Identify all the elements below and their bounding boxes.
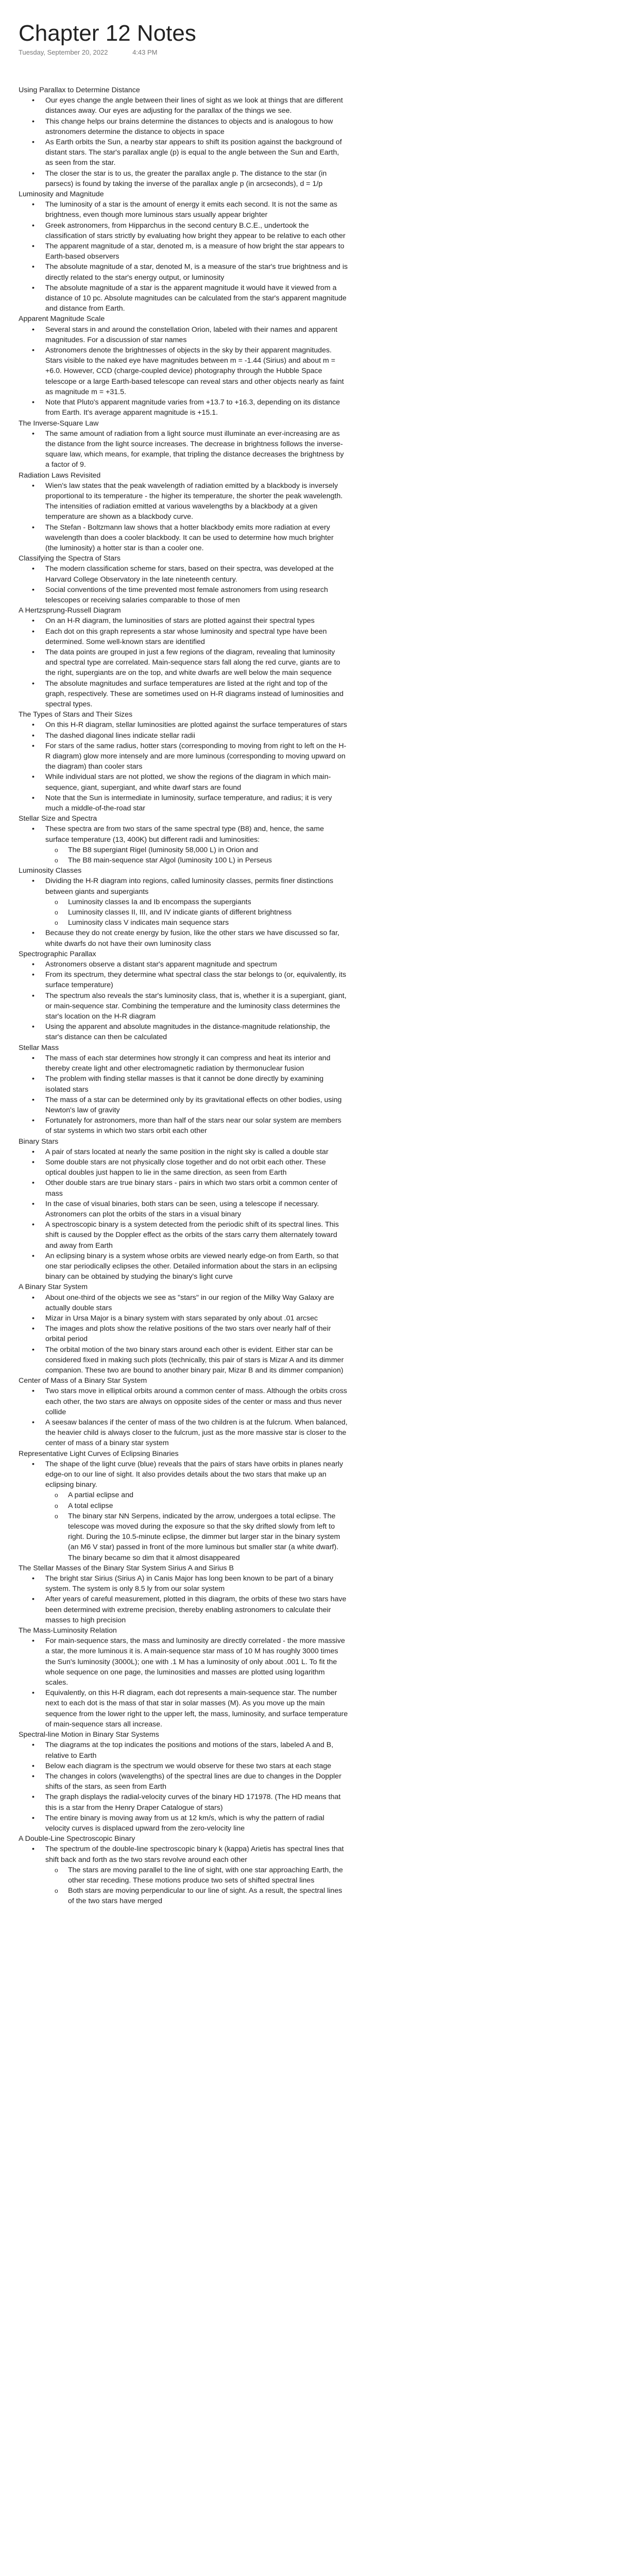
section-heading: Using Parallax to Determine Distance (19, 86, 140, 94)
date-text: Tuesday, September 20, 2022 (19, 48, 108, 56)
bullet-item (45, 1792, 348, 1812)
bullet-list (45, 429, 348, 470)
section-heading: The Inverse-Square Law (19, 419, 99, 428)
bullet-text: In the case of visual binaries, both stars can be seen, using a telescope if necessary. Astronomers can plot the orbits of the stars in a visual binary (45, 1199, 319, 1218)
notes-column (19, 21, 348, 1907)
bullet-item (45, 1022, 348, 1042)
bullet-text: The orbital motion of the two binary stars around each other is evident. Either star can be considered fixed in making such plots (technically, this pair of stars is Mizar A and its dimmer companion. These two are bound to another binary pair, Mizar B and its dimmer companion) (45, 1345, 344, 1375)
bullet-text: Two stars move in elliptical orbits around a common center of mass. Although the orbits cross each other, the two stars are always on opposite sides of the center or mass and thus never collide (45, 1387, 347, 1416)
bullet-item (45, 1095, 348, 1115)
bullet-text: The apparent magnitude of a star, denoted m, is a measure of how bright the star appears to Earth-based observers (45, 242, 345, 261)
bullet-item (45, 1573, 348, 1594)
bullet-text: The closer the star is to us, the greater the parallax angle p. The distance to the star (in parsecs) is found by taking the inverse of the parallax angle p (in arcseconds), d = 1/p (45, 169, 327, 188)
bullet-text: Below each diagram is the spectrum we would observe for these two stars at each stage (45, 1761, 332, 1770)
bullet-item (45, 1313, 348, 1324)
bullet-text: Note that Pluto's apparent magnitude varies from +13.7 to +16.3, depending on its distance from Earth. It's average apparent magnitude is +15.1. (45, 398, 340, 417)
section-heading: Representative Light Curves of Eclipsing Binaries (19, 1449, 179, 1458)
sub-bullet-item: o Luminosity class V indicates main sequence stars (68, 918, 348, 928)
bullet-item (45, 876, 348, 928)
bullet-item (45, 616, 348, 626)
bullet-text: On this H-R diagram, stellar luminosities are plotted against the surface temperatures of stars (45, 721, 347, 730)
bullet-text: The mass of each star determines how strongly it can compress and heat its interior and thereby create light and other electromagnetic radiation by thermonuclear fusion (45, 1054, 331, 1073)
bullet-item (45, 1459, 348, 1563)
bullet-item (45, 970, 348, 990)
bullet-text: The images and plots show the relative positions of the two stars over nearly half of their orbital period (45, 1325, 331, 1344)
bullet-text: Greek astronomers, from Hipparchus in the second century B.C.E., undertook the classification of stars strictly by evaluating how bright they appear to be relative to each other (45, 221, 346, 240)
bullet-text: Other double stars are true binary stars - pairs in which two stars orbit a common center of mass (45, 1179, 337, 1198)
bullet-text: Note that the Sun is intermediate in luminosity, surface temperature, and radius; it is very much a middle-of-the-road star (45, 793, 332, 813)
bullet-text: Several stars in and around the constellation Orion, labeled with their names and apparent magnitudes. For a discussion of star names (45, 325, 338, 344)
bullet-item (45, 772, 348, 792)
sub-bullet-item: o A partial eclipse and (68, 1490, 348, 1500)
section-heading: Stellar Size and Spectra (19, 815, 97, 823)
bullet-item (45, 1115, 348, 1136)
bullet-item (45, 741, 348, 772)
sub-bullet-item: o Luminosity classes Ia and Ib encompass the supergiants (68, 897, 348, 907)
bullet-list (45, 481, 348, 553)
bullet-list (45, 564, 348, 605)
bullet-item (45, 928, 348, 948)
bullet-text: For main-sequence stars, the mass and luminosity are directly correlated - the more massive a star, the more luminous it is. A main-sequence star mass of 10 M has roughly 3000 times the Sun's luminosity (3000L); one with .1 M has a luminosity of only about .001 L. To fit the whole sequence on one page, the luminosities and masses are plotted using logarithm scales. (45, 1637, 345, 1687)
bullet-list (45, 1636, 348, 1730)
bullet-item (45, 1219, 348, 1251)
bullet-item (45, 1157, 348, 1178)
bullet-text: These spectra are from two stars of the same spectral type (B8) and, hence, the same surface temperature (13, 400K) but different radii and luminosities: (45, 825, 324, 844)
bullet-item (45, 793, 348, 814)
bullet-list (45, 199, 348, 314)
bullet-item (45, 345, 348, 397)
bullet-text: The absolute magnitudes and surface temperatures are listed at the right and top of the graph, respectively. These are sometimes used on H-R diagrams instead of luminosities and spectral types. (45, 679, 344, 708)
section-heading: Apparent Magnitude Scale (19, 315, 105, 324)
bullet-item (45, 1199, 348, 1219)
bullet-text: The problem with finding stellar masses is that it cannot be done directly by examining isolated stars (45, 1075, 324, 1094)
section-heading: The Types of Stars and Their Sizes (19, 710, 133, 719)
bullet-item (45, 1636, 348, 1688)
bullet-item (45, 1844, 348, 1906)
section-heading: Classifying the Spectra of Stars (19, 554, 121, 563)
bullet-item (45, 241, 348, 262)
bullet-list (45, 1386, 348, 1448)
bullet-list (45, 720, 348, 814)
bullet-item (45, 1761, 348, 1771)
bullet-text: The spectrum also reveals the star's luminosity class, that is, whether it is a supergiant, giant, or main-sequence star. Combining the temperature and the luminosity class determines the star's location on the H-R diagram (45, 991, 347, 1021)
section-heading: Spectrographic Parallax (19, 950, 96, 958)
bullet-text: The entire binary is moving away from us at 12 km/s, which is why the pattern of radial velocity curves is displaced upward from the zero-velocity line (45, 1814, 324, 1833)
bullet-item (45, 1324, 348, 1344)
bullet-item (45, 731, 348, 741)
section-heading: Stellar Mass (19, 1043, 59, 1052)
bullet-text: Because they do not create energy by fusion, like the other stars we have discussed so far, white dwarfs do not have their own luminosity class (45, 929, 339, 948)
page-title: Chapter 12 Notes (19, 21, 196, 46)
bullet-text: After years of careful measurement, plotted in this diagram, the orbits of these two stars have been determined with extreme precision, thereby enabling astronomers to calculate their masses to high precision (45, 1595, 347, 1624)
bullet-list (45, 616, 348, 709)
bullet-item (45, 481, 348, 522)
section-heading: A Hertzsprung-Russell Diagram (19, 606, 121, 615)
bullet-text: The luminosity of a star is the amount of energy it emits each second. It is not the same as brightness, even though more luminous stars usually appear brighter (45, 200, 337, 219)
dateline (19, 48, 348, 56)
bullet-item (45, 991, 348, 1022)
bullet-item (45, 283, 348, 314)
bullet-list (45, 1053, 348, 1137)
section-heading: Radiation Laws Revisited (19, 471, 101, 480)
bullet-item (45, 564, 348, 584)
sections-container (19, 85, 348, 1907)
bullet-item (45, 1293, 348, 1313)
bullet-list (45, 325, 348, 418)
bullet-text: An eclipsing binary is a system whose orbits are viewed nearly edge-on from Earth, so that one star periodically eclipses the other. Detailed information about the stars in an eclipsing binary can be obtained by studying the binary's light curve (45, 1251, 339, 1281)
bullet-item (45, 397, 348, 418)
bullet-text: A pair of stars located at nearly the same position in the night sky is called a double star (45, 1147, 329, 1156)
bullet-text: Using the apparent and absolute magnitudes in the distance-magnitude relationship, the star's distance can then be calculated (45, 1023, 330, 1042)
sub-bullet-item: o Luminosity classes II, III, and IV indicate giants of different brightness (68, 907, 348, 918)
bullet-text: The absolute magnitude of a star is the apparent magnitude it would have it viewed from a distance of 10 pc. Absolute magnitudes can be calculated from the star's apparent magnitude and distance from Earth. (45, 283, 347, 313)
bullet-text: The changes in colors (wavelengths) of the spectral lines are due to changes in the Doppler shifts of the stars, as seen from Earth (45, 1772, 341, 1791)
bullet-text: Equivalently, on this H-R diagram, each dot represents a main-sequence star. The number next to each dot is the mass of that star in solar masses (M). As you move up the main sequence from the lower right to the upper left, the mass, luminosity, and surface temperature of main-sequence stars all increase. (45, 1689, 348, 1728)
sub-bullet-item: o The B8 supergiant Rigel (luminosity 58,000 L) in Orion and (68, 845, 348, 855)
bullet-item (45, 1053, 348, 1074)
bullet-item (45, 1147, 348, 1157)
bullet-text: On an H-R diagram, the luminosities of stars are plotted against their spectral types (45, 617, 315, 625)
bullet-text: This change helps our brains determine the distances to objects and is analogous to how astronomers determine the distance to objects in space (45, 117, 333, 136)
bullet-text: Social conventions of the time prevented most female astronomers from using research telescopes or receiving salaries comparable to those of men (45, 585, 328, 604)
section-heading: A Binary Star System (19, 1283, 88, 1292)
bullet-item (45, 429, 348, 470)
bullet-item (45, 262, 348, 282)
bullet-text: The bright star Sirius (Sirius A) in Canis Major has long been known to be part of a binary system. The system is only 8.5 ly from our solar system (45, 1574, 334, 1594)
bullet-item (45, 824, 348, 866)
bullet-text: The same amount of radiation from a light source must illuminate an ever-increasing are as the distance from the light source increases. The decrease in brightness follows the inverse-square law, which means, for example, that tripling the distance decreases the brightness by a factor of 9. (45, 429, 344, 469)
bullet-item (45, 1074, 348, 1094)
bullet-item (45, 522, 348, 554)
bullet-item (45, 585, 348, 605)
bullet-text: The mass of a star can be determined only by its gravitational effects on other bodies, using Newton's law of gravity (45, 1095, 342, 1114)
bullet-item (45, 116, 348, 137)
bullet-item (45, 221, 348, 241)
section-heading: Binary Stars (19, 1137, 59, 1146)
sub-bullet-list (68, 845, 348, 866)
bullet-text: Fortunately for astronomers, more than half of the stars near our solar system are members of star systems in which two stars orbit each other (45, 1116, 341, 1136)
bullet-text: The Stefan - Boltzmann law shows that a hotter blackbody emits more radiation at every wavelength than does a cooler blackbody. It can be used to determine how much brighter (the luminosity) a hotter star is than a cooler one. (45, 523, 334, 552)
bullet-item (45, 199, 348, 220)
section-heading: Luminosity Classes (19, 867, 82, 875)
sub-bullet-item: o The B8 main-sequence star Algol (luminosity 100 L) in Perseus (68, 855, 348, 866)
bullet-item (45, 95, 348, 116)
bullet-item (45, 1740, 348, 1760)
section-heading: Spectral-line Motion in Binary Star Systems (19, 1731, 159, 1739)
bullet-text: The shape of the light curve (blue) reveals that the pairs of stars have orbits in planes nearly edge-on to our line of sight. It also provides details about the two stars that make up an eclipsing binary. (45, 1460, 344, 1489)
bullet-item (45, 1688, 348, 1730)
bullet-text: The absolute magnitude of a star, denoted M, is a measure of the star's true brightness and is directly related to the star's energy output, or luminosity (45, 263, 348, 282)
bullet-item (45, 1386, 348, 1417)
bullet-item (45, 1417, 348, 1449)
bullet-text: The dashed diagonal lines indicate stellar radii (45, 731, 196, 740)
time-text: 4:43 PM (132, 48, 158, 56)
bullet-text: Dividing the H-R diagram into regions, called luminosity classes, permits finer distinctions between giants and supergiants (45, 877, 334, 896)
sub-bullet-item: o The stars are moving parallel to the line of sight, with one star approaching Earth, the other star receding. These motions produce two sets of shifted spectral lines (68, 1865, 348, 1886)
bullet-text: The diagrams at the top indicates the positions and motions of the stars, labeled A and B, relative to Earth (45, 1741, 334, 1760)
bullet-item (45, 325, 348, 345)
bullet-text: Wien's law states that the peak wavelength of radiation emitted by a blackbody is inversely proportional to its temperature - the higher its temperature, the shorter the peak wavelength. The intensities of radiation emitted at various wavelengths by a blackbody at a given temperature are shown as a blackbody curve. (45, 481, 343, 521)
bullet-text: Our eyes change the angle between their lines of sight as we look at things that are different distances away. Our eyes are adjusting for the parallax of the things we see. (45, 96, 343, 115)
bullet-text: The data points are grouped in just a few regions of the diagram, revealing that luminosity and spectral type are correlated. Main-sequence stars fall along the red curve, giants are to the right, supergiants are on the top, and white dwarfs are well below the main sequence (45, 648, 340, 677)
section-heading: A Double-Line Spectroscopic Binary (19, 1835, 135, 1843)
section-heading: Luminosity and Magnitude (19, 190, 104, 199)
section-heading: The Mass-Luminosity Relation (19, 1626, 117, 1635)
bullet-item (45, 647, 348, 679)
bullet-list (45, 95, 348, 189)
bullet-item (45, 1251, 348, 1282)
bullet-text: About one-third of the objects we see as "stars" in our region of the Milky Way Galaxy are actually double stars (45, 1293, 334, 1312)
bullet-list (45, 876, 348, 948)
bullet-item (45, 168, 348, 189)
section-heading: The Stellar Masses of the Binary Star System Sirius A and Sirius B (19, 1564, 234, 1572)
bullet-list (45, 1293, 348, 1376)
sub-bullet-list (68, 897, 348, 928)
bullet-text: The graph displays the radial-velocity curves of the binary HD 171978. (The HD means that this is a star from the Henry Draper Catalogue of stars) (45, 1793, 341, 1812)
bullet-list (45, 1740, 348, 1834)
bullet-text: Astronomers denote the brightnesses of objects in the sky by their apparent magnitudes. Stars visible to the naked eye have magnitudes between m = -1.44 (Sirius) and about m = +6.0. However, CCD (charge-coupled device) photography through the Hubble Space telescope or a large Earth-based telescope can reveal stars and other objects nearly as faint as magnitude m = +31.5. (45, 346, 344, 396)
bullet-text: As Earth orbits the Sun, a nearby star appears to shift its position against the background of distant stars. The star's parallax angle (p) is equal to the angle between the Sun and Earth, as seen from the star. (45, 138, 342, 167)
bullet-item (45, 959, 348, 970)
bullet-item (45, 1813, 348, 1834)
sub-bullet-list (68, 1865, 348, 1907)
bullet-text: The modern classification scheme for stars, based on their spectra, was developed at the Harvard College Observatory in the late nineteenth century. (45, 565, 334, 584)
sub-bullet-item: o Both stars are moving perpendicular to our line of sight. As a result, the spectral lines of the two stars have merged (68, 1886, 348, 1906)
section-heading: Center of Mass of a Binary Star System (19, 1377, 147, 1385)
bullet-text: For stars of the same radius, hotter stars (corresponding to moving from right to left on the H-R diagram) glow more intensely and are more luminous (corresponding to moving upward on the diagram) than cooler stars (45, 741, 347, 771)
bullet-item (45, 720, 348, 730)
bullet-text: While individual stars are not plotted, we show the regions of the diagram in which main-sequence, giant, supergiant, and white dwarf stars are found (45, 773, 331, 792)
bullet-text: The spectrum of the double-line spectroscopic binary k (kappa) Arietis has spectral lines that shift back and forth as the two stars revolve around each other (45, 1845, 344, 1864)
bullet-text: Mizar in Ursa Major is a binary system with stars separated by only about .01 arcsec (45, 1314, 318, 1323)
bullet-list (45, 1844, 348, 1906)
bullet-list (45, 959, 348, 1043)
bullet-item (45, 137, 348, 168)
bullet-list (45, 1573, 348, 1625)
sub-bullet-list (68, 1490, 348, 1563)
bullet-item (45, 679, 348, 710)
sub-bullet-item: o A total eclipse (68, 1501, 348, 1511)
bullet-list (45, 824, 348, 866)
bullet-text: Astronomers observe a distant star's apparent magnitude and spectrum (45, 960, 277, 969)
sub-bullet-item: o The binary star NN Serpens, indicated by the arrow, undergoes a total eclipse. The telescope was moved during the exposure so that the sky drifted slowly from left to right. During the 10.5-minute eclipse, the dimmer but larger star in the binary system (an M6 V star) passed in front of the more luminous but smaller star (a white dwarf). The binary became so dim that it almost disappeared (68, 1511, 348, 1563)
bullet-item (45, 1594, 348, 1625)
bullet-list (45, 1147, 348, 1282)
bullet-item (45, 1771, 348, 1792)
bullet-text: A seesaw balances if the center of mass of the two children is at the fulcrum. When balanced, the heavier child is always closer to the fulcrum, just as the more massive star is closer to the center of mass of a binary star system (45, 1418, 348, 1448)
bullet-item (45, 1178, 348, 1198)
bullet-text: A spectroscopic binary is a system detected from the periodic shift of its spectral lines. This shift is caused by the Doppler effect as the orbits of the stars carry them alternately toward and away from Earth (45, 1221, 339, 1250)
bullet-text: Some double stars are not physically close together and do not orbit each other. These optical doubles just happen to lie in the same direction, as seen from Earth (45, 1158, 326, 1177)
bullet-item (45, 626, 348, 647)
bullet-list (45, 1459, 348, 1563)
bullet-item (45, 1345, 348, 1376)
bullet-text: From its spectrum, they determine what spectral class the star belongs to (or, equivalently, its surface temperature) (45, 971, 347, 990)
bullet-text: Each dot on this graph represents a star whose luminosity and spectral type have been determined. Some well-known stars are identified (45, 627, 327, 646)
